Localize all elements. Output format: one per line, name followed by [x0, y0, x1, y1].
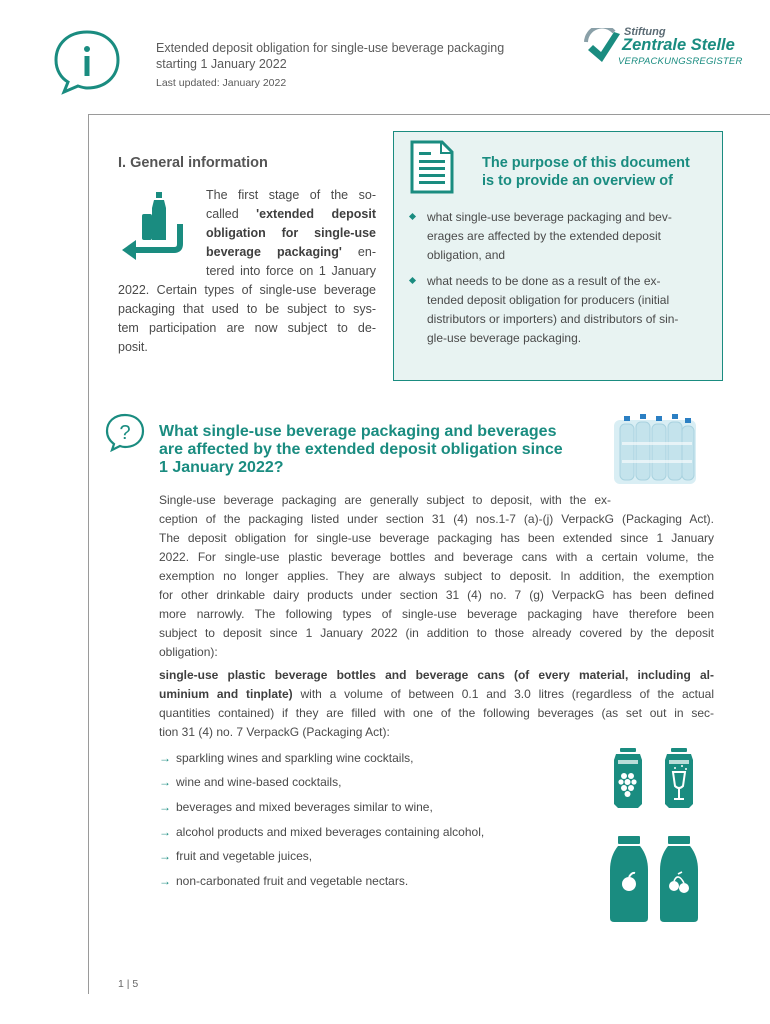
arrow-right-icon: →	[159, 874, 171, 888]
body-text-line: for other drinkable dairy products under section 31 (4) no. 7 (g) VerpackG has been defined	[159, 588, 714, 602]
arrow-right-icon: →	[159, 751, 171, 765]
purpose-item-line: erages are affected by the extended deposit	[427, 229, 661, 243]
question-heading-line: are affected by the extended deposit obligation since	[159, 441, 563, 458]
purpose-item-line: obligation, and	[427, 248, 506, 262]
plastic-bottles-image	[610, 412, 700, 486]
question-heading-line: What single-use beverage packaging and beverages	[159, 423, 557, 440]
general-text-line: tered into force on 1 January	[206, 264, 376, 278]
purpose-item-line: distributors or importers) and distributors of sin-	[427, 312, 679, 326]
body-text-line: exemption no longer applies. They are always subject to deposit. In addition, the exemption	[159, 569, 714, 583]
purpose-heading-line: The purpose of this document	[482, 155, 690, 171]
svg-text:?: ?	[119, 422, 131, 444]
body-text-line: uminium and tinplate) with a volume of between 0.1 and 3.0 litres (regardless of the actual	[159, 687, 715, 701]
logo-stiftung: Stiftung	[624, 26, 666, 38]
document-title-line: starting 1 January 2022	[156, 57, 287, 71]
purpose-heading-line: is to provide an overview of	[482, 173, 673, 189]
document-icon	[410, 140, 454, 194]
purpose-heading	[482, 154, 712, 190]
arrow-right-icon: →	[159, 775, 171, 789]
arrow-right-icon: →	[159, 825, 171, 839]
purpose-list-item	[410, 272, 710, 348]
beverage-list-item: → beverages and mixed beverages similar to wine,	[159, 800, 433, 814]
general-text-line: 2022. Certain types of single-use beverage	[118, 283, 376, 297]
body-text-line: more narrowly. The following types of single-use beverage packaging have therefore been	[159, 607, 714, 621]
logo-register: VERPACKUNGSREGISTER	[618, 56, 743, 67]
purpose-item-line: what needs to be done as a result of the ex-	[427, 274, 661, 288]
question-heading-line: 1 January 2022?	[159, 459, 284, 476]
beverage-list-item: → alcohol products and mixed beverages containing alcohol,	[159, 825, 485, 839]
body-text-line: quantities contained) if they are filled with one of the following beverages (as set out in sec-	[159, 706, 714, 720]
document-title	[156, 40, 576, 72]
general-text-line: obligation for single-use	[206, 226, 376, 240]
general-text-line: The first stage of the so-	[206, 188, 376, 202]
general-text-line: tem participation are now subject to de-	[118, 321, 376, 335]
question-icon	[104, 412, 146, 452]
beverage-list-item: → wine and wine-based cocktails,	[159, 775, 342, 789]
zentrale-stelle-logo	[584, 24, 754, 72]
arrow-right-icon: →	[159, 849, 171, 863]
general-information-heading: I. General information	[118, 155, 268, 171]
page-number: 1 | 5	[118, 978, 139, 990]
general-text-line: beverage packaging' en-	[206, 245, 376, 259]
info-icon	[50, 28, 124, 96]
document-title-line: Extended deposit obligation for single-use beverage packaging	[156, 41, 505, 55]
beverage-list-item: → non-carbonated fruit and vegetable nectars.	[159, 874, 409, 888]
body-text-line: subject to deposit since 1 January 2022 (in addition to those already covered by the deposit	[159, 626, 714, 640]
beverage-list-item: → sparkling wines and sparkling wine cocktails,	[159, 751, 414, 765]
body-text-line: Single-use beverage packaging are generally subject to deposit, with the ex-	[159, 493, 611, 507]
body-text-line: tion 31 (4) no. 7 VerpackG (Packaging Act):	[159, 725, 390, 739]
juice-bottles-icon	[608, 836, 700, 922]
purpose-item-line: what single-use beverage packaging and bev-	[427, 210, 672, 224]
section-question-heading	[159, 423, 599, 477]
body-text-line: 2022. For single-use plastic beverage bottles and beverage cans with a certain volume, the	[159, 550, 714, 564]
body-text-line: The deposit obligation for single-use beverage packaging has been extended since 1 January	[159, 531, 714, 545]
deposit-return-icon	[118, 190, 194, 260]
general-text-line: packaging that used to be subject to sys-	[118, 302, 376, 316]
logo-mark-icon	[584, 28, 622, 66]
body-text-line: obligation):	[159, 645, 218, 659]
general-text-line: posit.	[118, 340, 148, 354]
body-text-line: single-use plastic beverage bottles and beverage cans (of every material, including al-	[159, 668, 714, 682]
purpose-item-line: gle-use beverage packaging.	[427, 331, 582, 345]
general-text-line: called 'extended deposit	[206, 207, 376, 221]
purpose-list-item	[410, 208, 710, 265]
document-header	[156, 40, 576, 89]
beverage-list-item: → fruit and vegetable juices,	[159, 849, 313, 863]
body-text-line: ception of the packaging listed under section 31 (4) nos.1-7 (a)-(j) VerpackG (Packaging Act).	[159, 512, 714, 526]
purpose-box	[393, 131, 723, 381]
arrow-right-icon: →	[159, 800, 171, 814]
purpose-item-line: tended deposit obligation for producers (initial	[427, 293, 670, 307]
logo-name: Zentrale Stelle	[622, 36, 735, 54]
beverage-cans-icon	[608, 748, 700, 808]
last-updated: Last updated: January 2022	[156, 77, 287, 89]
